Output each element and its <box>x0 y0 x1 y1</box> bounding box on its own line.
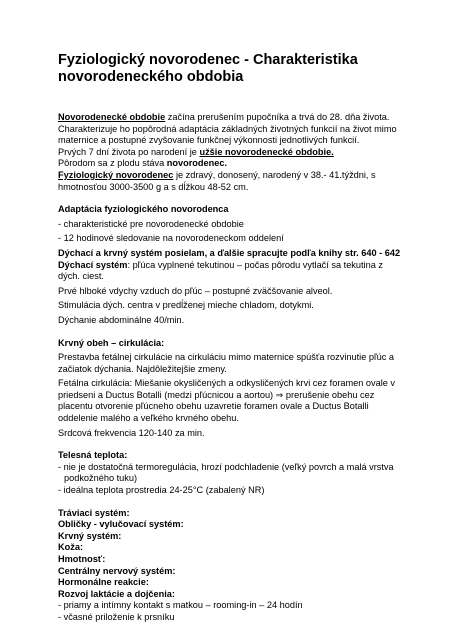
intro-line <box>58 112 458 124</box>
intro-text: Pôrodom sa z plodu stáva <box>58 158 167 169</box>
paragraph-line: Stimulácia dých. centra v predĺženej mieche chladom, dotykmi. <box>58 300 314 311</box>
intro-line: Charakterizuje ho popôrodná adaptácia základných životných funkcií na život mimo <box>58 123 397 134</box>
section-heading: Krvný obeh – cirkulácia: <box>58 337 165 348</box>
circulation-section <box>58 338 458 440</box>
paragraph-line: Srdcová frekvencia 120-140 za min. <box>58 427 205 438</box>
paragraph-line: Prestavba fetálnej cirkulácie na cirkuláciu mimo maternice spúšťa rozvinutie pľúc a <box>58 352 395 363</box>
intro-line: maternice a postupné zvyšovanie funkčnej výkonnosti jednotlivých funkcií. <box>58 135 360 146</box>
list-item: - ideálna teplota prostredia 24-25°C (zabalený NR) <box>58 485 265 496</box>
paragraph-line: Dýchanie abdominálne 40/min. <box>58 314 185 325</box>
intro-line <box>58 147 458 159</box>
list-item: - priamy a intímny kontakt s matkou – rooming-in – 24 hodín <box>58 600 303 611</box>
section-heading: Centrálny nervový systém: <box>58 565 176 576</box>
paragraph-line: Fetálna cirkulácia: Miešanie okysličených a odkysličených krvi cez foramen ovale v <box>58 378 396 389</box>
paragraph-text: : pľúca vyplnené tekutinou – počas pôrodu vytlačí sa tekutina z <box>127 259 383 270</box>
document-page <box>58 52 458 624</box>
term-novorodenec: novorodenec. <box>166 158 228 169</box>
document-title <box>58 52 458 86</box>
note-line: Dýchací a krvný systém posielam, a ďalšie spracujte podľa knihy str. 640 - 642 <box>58 247 401 258</box>
term-uzsie-obdobie: užšie novorodenecké obdobie. <box>199 146 334 157</box>
list-item: - 12 hodinové sledovanie na novorodeneckom oddelení <box>58 233 284 244</box>
list-item: - nie je dostatočná termoregulácia, hrozí podchladenie (veľký povrch a malá vrstva <box>58 461 394 472</box>
term-novorodenecke-obdobie: Novorodenecké obdobie <box>58 112 166 122</box>
intro-line <box>58 170 458 182</box>
title-line-2: novorodeneckého obdobia <box>58 69 244 85</box>
section-heading: Telesná teplota: <box>58 450 128 461</box>
intro-text: začína prerušením pupočníka a trvá do 28. dňa života. <box>165 112 390 122</box>
temperature-section <box>58 450 458 496</box>
intro-section <box>58 112 458 193</box>
intro-text: je zdravý, donosený, narodený v 38.- 41.týždni, s <box>173 169 376 180</box>
intro-line: hmotnosťou 3000-3500 g a s dĺžkou 48-52 cm. <box>58 181 249 192</box>
section-heading: Adaptácia fyziologického novorodenca <box>58 204 229 215</box>
section-heading: Hmotnosť: <box>58 554 106 564</box>
adaptation-section <box>58 204 458 326</box>
systems-section <box>58 508 458 624</box>
section-heading: Hormonálne reakcie: <box>58 577 149 588</box>
intro-text: Prvých 7 dní života po narodení je <box>58 146 200 157</box>
paragraph-line: Prvé hlboké vdychy vzduch do pľúc – postupné zväčšovanie alveol. <box>58 285 333 296</box>
section-heading: Krvný systém: <box>58 530 122 541</box>
intro-line <box>58 158 458 170</box>
paragraph-line <box>58 260 458 272</box>
section-heading: Koža: <box>58 542 84 553</box>
title-line-1: Fyziologický novorodenec - Charakteristika <box>58 52 358 68</box>
section-heading: Tráviaci systém: <box>58 507 130 518</box>
paragraph-line: priedseni a Ductus Botalli (medzi pľúcnicou a aortou) ⇒ prerušenie obehu cez <box>58 389 375 400</box>
paragraph-line: oddelenie malého a veľkého krvného obehu. <box>58 413 239 424</box>
paragraph-line: začiatok dýchania. Najdôležitejšie zmeny. <box>58 363 227 374</box>
list-item: - charakteristické pre novorodenecké obdobie <box>58 218 244 229</box>
section-heading: Obličky - vylučovací systém: <box>58 519 184 530</box>
term-dychaci-system: Dýchací systém <box>58 259 128 270</box>
section-heading: Rozvoj laktácie a dojčenia: <box>58 588 175 599</box>
term-fyziologicky-novorodenec: Fyziologický novorodenec <box>58 169 174 180</box>
list-item: - včasné priloženie k prsníku <box>58 611 175 622</box>
paragraph-line: placentu otvorenie pľúcneho obehu uzavretie foramen ovale a Ductus Botalli <box>58 401 369 412</box>
paragraph-line: dých. ciest. <box>58 271 104 282</box>
list-item: podkožného tuku) <box>64 473 138 484</box>
